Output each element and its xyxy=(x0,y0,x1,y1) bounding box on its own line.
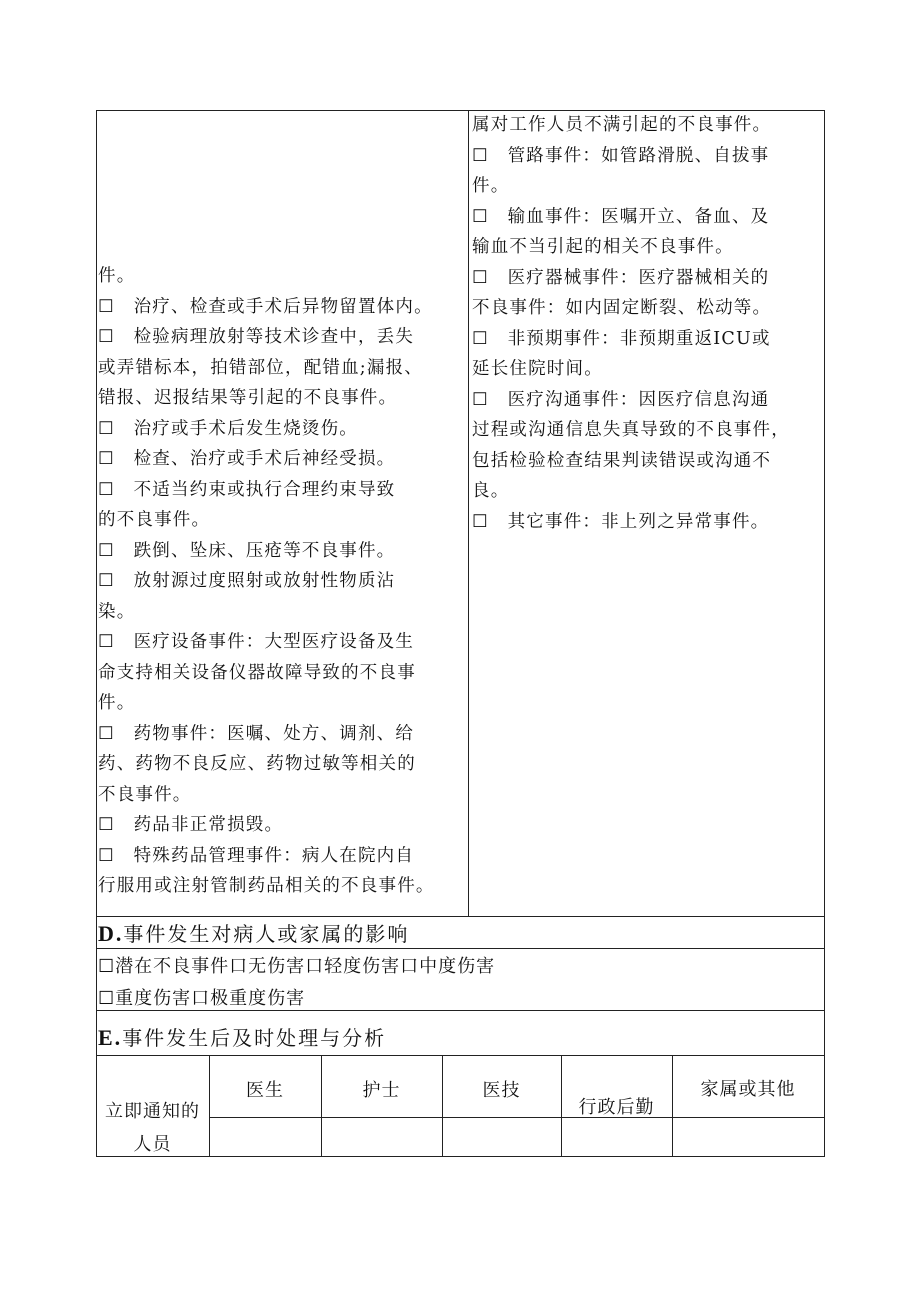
list-item: 过程或沟通信息失真导致的不良事件， xyxy=(472,420,790,440)
list-item: ☐ 医疗设备事件：大型医疗设备及生 xyxy=(98,632,415,652)
notify-cell-technician[interactable] xyxy=(443,1118,561,1156)
list-item: ☐ 放射源过度照射或放射性物质沾 xyxy=(98,571,396,591)
notify-cell-family-other[interactable] xyxy=(673,1118,824,1156)
list-item: 或弄错标本，拍错部位，配错血;漏报、 xyxy=(98,357,423,378)
list-item: ☐ 治疗或手术后发生烧烫伤。 xyxy=(98,418,358,439)
section-e-letter: E. xyxy=(98,1025,123,1050)
notify-header-admin-logistics: 行政后勤 xyxy=(578,1097,655,1118)
event-type-list-left xyxy=(98,261,466,902)
notify-cell-nurse[interactable] xyxy=(322,1118,442,1156)
list-item: 件。 xyxy=(98,266,136,286)
notify-row-label-line-2: 人员 xyxy=(133,1134,172,1155)
notify-header-family-other: 家属或其他 xyxy=(700,1079,796,1100)
list-item: ☐ 特殊药品管理事件：病人在院内自 xyxy=(98,845,415,866)
section-d-title-border xyxy=(96,948,825,949)
list-item: ☐ 其它事件：非上列之异常事件。 xyxy=(472,511,770,532)
frame-right-border xyxy=(824,110,825,1157)
section-d-title: 事件发生对病人或家属的影响 xyxy=(123,922,410,946)
section-e-title-border xyxy=(96,1055,825,1056)
impact-options-line-2[interactable]: ☐重度伤害口极重度伤害 xyxy=(98,988,306,1009)
list-item: 输血不当引起的相关不良事件。 xyxy=(472,237,734,257)
frame-bottom-border xyxy=(96,1156,825,1157)
frame-left-border xyxy=(96,110,97,1157)
list-item: 良。 xyxy=(472,481,510,501)
section-e-title: 事件发生后及时处理与分析 xyxy=(122,1026,387,1050)
column-divider xyxy=(468,110,469,916)
section-d-letter: D. xyxy=(98,921,124,946)
incident-report-form xyxy=(96,110,825,1157)
notify-row-label-line-1: 立即通知的 xyxy=(105,1101,200,1122)
list-item: 件。 xyxy=(98,693,136,713)
section-d-top-border xyxy=(96,916,825,917)
impact-options-line-1[interactable]: ☐潜在不良事件口无伤害口轻度伤害口中度伤害 xyxy=(98,956,496,977)
list-item: ☐ 医疗沟通事件：因医疗信息沟通 xyxy=(472,389,770,410)
list-item: ☐ 不适当约束或执行合理约束导致 xyxy=(98,479,396,500)
notify-cell-doctor[interactable] xyxy=(210,1118,321,1156)
notify-header-doctor: 医生 xyxy=(246,1080,284,1101)
list-item: ☐ 非预期事件：非预期重返ICU或 xyxy=(472,328,771,349)
list-item: ☐ 检查、治疗或手术后神经受损。 xyxy=(98,449,396,469)
notify-cell-admin-logistics[interactable] xyxy=(562,1118,672,1156)
list-item: 延长住院时间。 xyxy=(472,359,603,379)
list-item: ☐ 检验病理放射等技术诊查中，丢失 xyxy=(98,327,415,347)
list-item: 件。 xyxy=(472,176,510,196)
event-type-list-right xyxy=(472,110,824,537)
list-item: ☐ 管路事件：如管路滑脱、自拔事 xyxy=(472,145,770,166)
list-item: 的不良事件。 xyxy=(98,510,211,530)
list-item: 包括检验检查结果判读错误或沟通不 xyxy=(472,450,772,471)
list-item: 不良事件。 xyxy=(98,784,192,805)
list-item: ☐ 医疗器械事件：医疗器械相关的 xyxy=(472,267,770,288)
list-item: 药、药物不良反应、药物过敏等相关的 xyxy=(98,754,416,774)
list-item: ☐ 药品非正常损毁。 xyxy=(98,815,284,835)
list-item: 属对工作人员不满引起的不良事件。 xyxy=(472,115,772,135)
notify-header-nurse: 护士 xyxy=(362,1080,401,1101)
section-d-heading xyxy=(98,918,409,947)
notify-header-technician: 医技 xyxy=(482,1080,521,1101)
list-item: 染。 xyxy=(98,601,136,622)
list-item: ☐ 跌倒、坠床、压疮等不良事件。 xyxy=(98,540,396,561)
list-item: ☐ 药物事件：医嘱、处方、调剂、给 xyxy=(98,723,415,744)
section-e-top-border xyxy=(96,1010,825,1011)
section-e-heading xyxy=(98,1022,386,1051)
list-item: 命支持相关设备仪器故障导致的不良事 xyxy=(98,662,416,683)
list-item: ☐ 输血事件：医嘱开立、备血、及 xyxy=(472,206,770,227)
list-item: 不良事件：如内固定断裂、松动等。 xyxy=(472,298,772,318)
list-item: 行服用或注射管制药品相关的不良事件。 xyxy=(98,876,435,896)
list-item: 错报、迟报结果等引起的不良事件。 xyxy=(98,388,398,408)
list-item: ☐ 治疗、检查或手术后异物留置体内。 xyxy=(98,296,433,317)
